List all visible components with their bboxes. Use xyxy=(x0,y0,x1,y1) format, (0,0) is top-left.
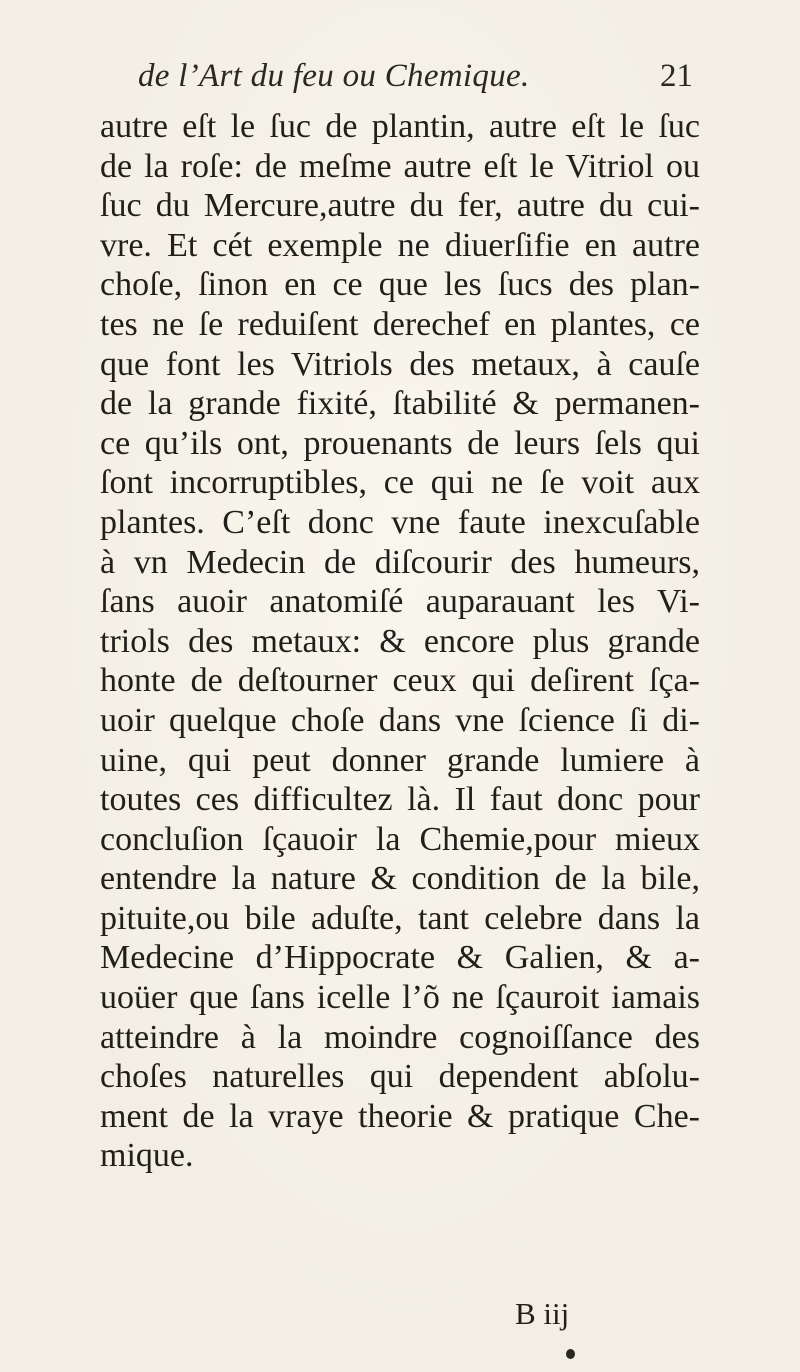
ink-dot xyxy=(566,1349,575,1359)
text-line: concluſion ſçauoir la Chemie,pour mieux xyxy=(100,820,700,858)
text-line: ſans auoir anatomiſé auparauant les Vi- xyxy=(100,583,700,621)
text-line: de la grande fixité, ſtabilité & permanen- xyxy=(100,385,700,423)
text-line: uine, qui peut donner grande lumiere à xyxy=(100,741,700,779)
text-line: tes ne ſe reduiſent derechef en plantes, ce xyxy=(100,305,700,343)
text-line: triols des metaux: & encore plus grande xyxy=(100,622,700,660)
text-line: pituite,ou bile aduſte, tant celebre dans la xyxy=(100,899,700,937)
text-line: plantes. C’eſt donc vne faute inexcuſable xyxy=(100,503,700,541)
signature-mark: B iij xyxy=(515,1296,570,1331)
text-line: choſe, ſinon en ce que les ſucs des plan- xyxy=(100,266,700,304)
page-number: 21 xyxy=(660,58,693,94)
body-text xyxy=(100,107,700,1176)
text-line: ce qu’ils ont, prouenants de leurs ſels qui xyxy=(100,424,700,462)
running-head xyxy=(0,58,800,102)
text-line: autre eſt le ſuc de plantin, autre eſt le ſuc xyxy=(100,108,700,145)
text-line: atteindre à la moindre cognoiſſance des xyxy=(100,1018,700,1056)
text-line: à vn Medecin de diſcourir des humeurs, xyxy=(100,543,700,581)
text-line: Medecine d’Hippocrate & Galien, & a- xyxy=(100,939,700,977)
text-line: que font les Vitriols des metaux, à cauſe xyxy=(100,345,700,383)
running-title: de l’Art du feu ou Chemique. xyxy=(138,58,530,94)
text-line: ſuc du Mercure,autre du fer, autre du cui- xyxy=(100,187,700,225)
text-line: toutes ces difficultez là. Il faut donc pour xyxy=(100,781,700,819)
text-line: ſont incorruptibles, ce qui ne ſe voit aux xyxy=(100,464,700,502)
text-line: ment de la vraye theorie & pratique Che- xyxy=(100,1097,700,1135)
text-line: entendre la nature & condition de la bile, xyxy=(100,860,700,898)
text-line: mique. xyxy=(100,1137,194,1175)
text-line: uoir quelque choſe dans vne ſcience ſi di- xyxy=(100,701,700,739)
text-line: uoüer que ſans icelle l’õ ne ſçauroit iamais xyxy=(100,979,700,1017)
text-line: de la roſe: de meſme autre eſt le Vitriol ou xyxy=(100,147,700,185)
text-line: vre. Et cét exemple ne diuerſifie en autre xyxy=(100,226,700,264)
text-line: choſes naturelles qui dependent abſolu- xyxy=(100,1058,700,1096)
text-line: honte de deſtourner ceux qui deſirent ſça- xyxy=(100,662,700,700)
